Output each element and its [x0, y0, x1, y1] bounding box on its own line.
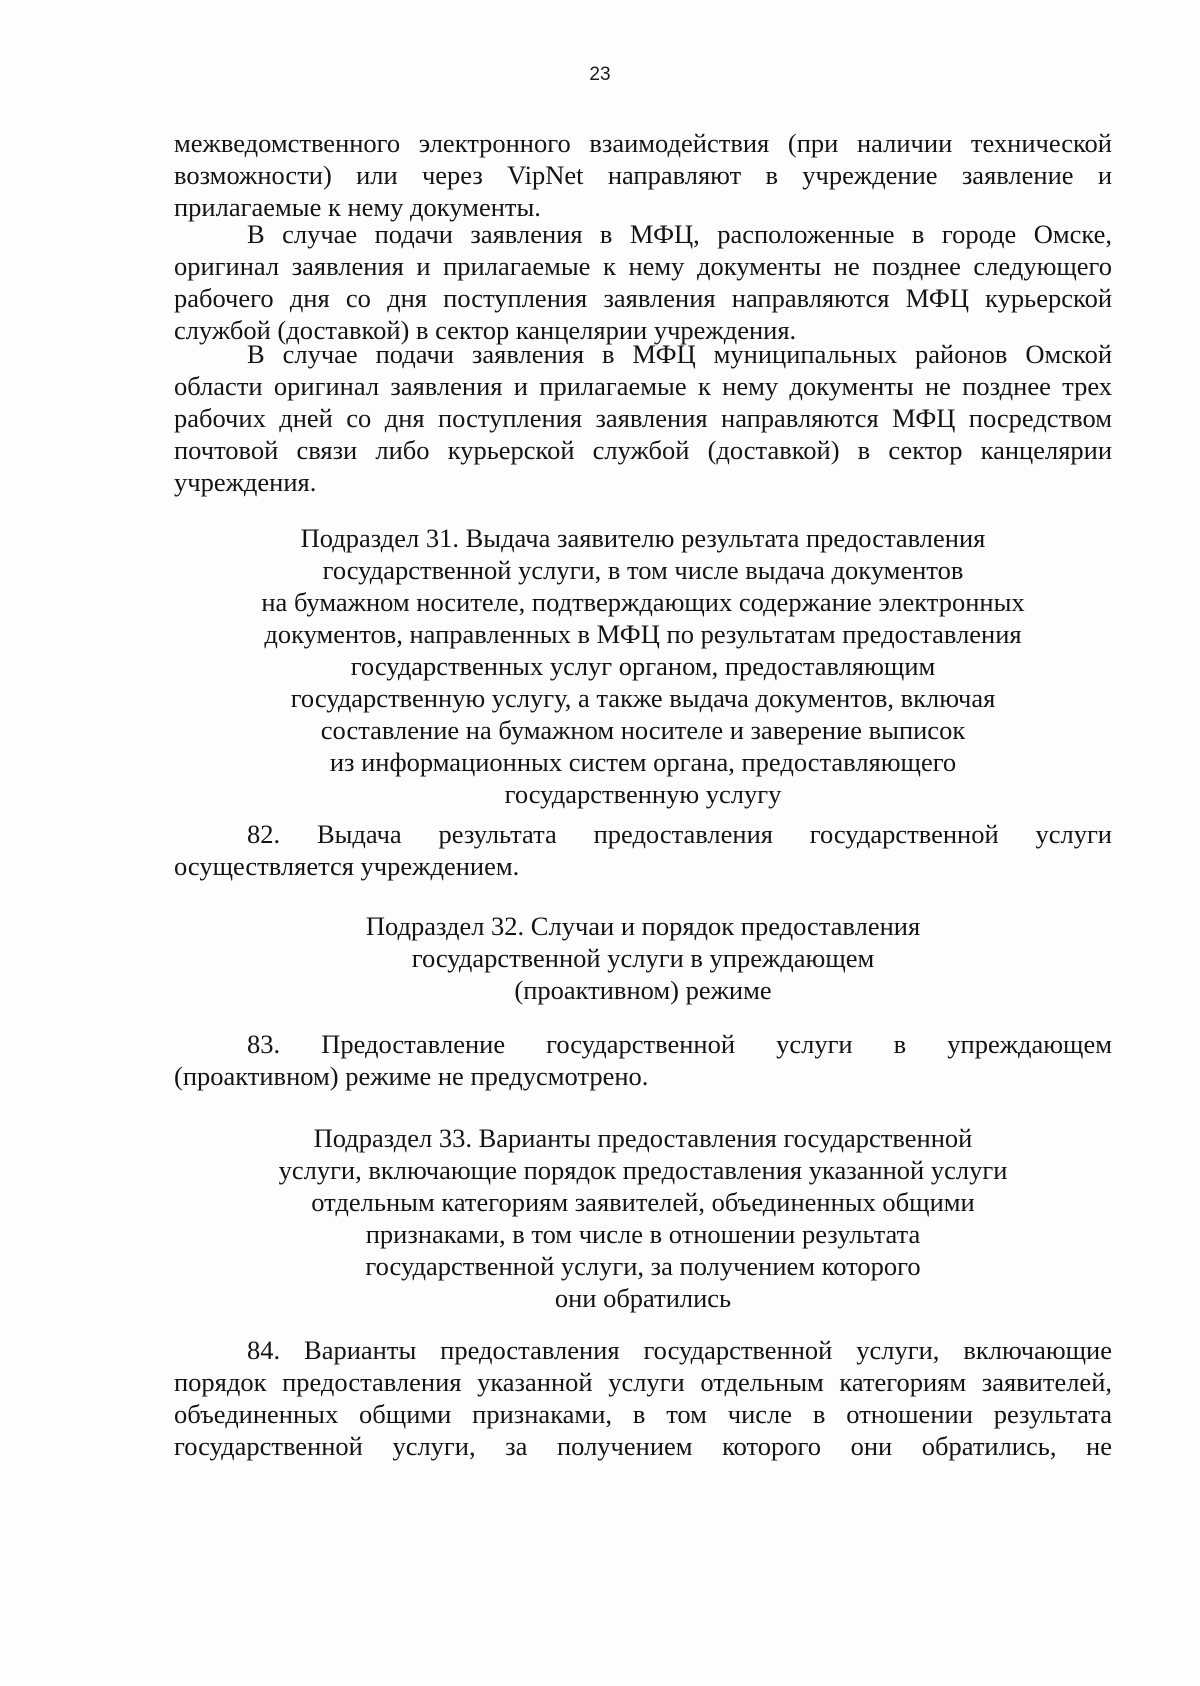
text-line: 83. Предоставление государственной услуги в упреждающем — [247, 1029, 1112, 1059]
text-line: учреждения. — [174, 467, 317, 497]
heading-line: (проактивном) режиме — [514, 975, 772, 1005]
heading-line: признаками, в том числе в отношении результата — [365, 1219, 921, 1249]
section-31-heading — [174, 522, 1112, 810]
text-line: прилагаемые к нему документы. — [174, 192, 541, 222]
text-line: рабочих дней со дня поступления заявления направляются МФЦ посредством — [174, 403, 1112, 433]
text-line: 82. Выдача результата предоставления государственной услуги — [247, 819, 1112, 849]
heading-line: государственных услуг органом, предоставляющим — [350, 651, 936, 681]
text-line: 84. Варианты предоставления государственной услуги, включающие — [247, 1335, 1112, 1365]
item-83 — [174, 1028, 1112, 1092]
text-line: межведомственного электронного взаимодействия (при наличии технической — [174, 128, 1112, 158]
heading-line: государственной услуги, за получением которого — [365, 1251, 921, 1281]
heading-line: Подраздел 33. Варианты предоставления государственной — [313, 1123, 973, 1153]
heading-line: государственной услуги, в том числе выдача документов — [322, 555, 964, 585]
text-line: службой (доставкой) в сектор канцелярии учреждения. — [174, 315, 797, 345]
heading-line: составление на бумажном носителе и заверение выписок — [320, 715, 966, 745]
heading-line: на бумажном носителе, подтверждающих содержание электронных — [261, 587, 1025, 617]
heading-line: из информационных систем органа, предоставляющего — [329, 747, 957, 777]
heading-line: государственную услугу, а также выдача документов, включая — [290, 683, 996, 713]
text-line: государственной услуги, за получением которого они обратились, не — [174, 1431, 1112, 1461]
section-32-heading — [174, 910, 1112, 1006]
heading-line: Подраздел 31. Выдача заявителю результата предоставления — [300, 523, 986, 553]
paragraph-mfc-omsk-city — [174, 218, 1112, 346]
text-line: почтовой связи либо курьерской службой (доставкой) в сектор канцелярии — [174, 435, 1112, 465]
heading-line: Подраздел 32. Случаи и порядок предоставления — [365, 911, 921, 941]
heading-line: государственную услугу — [504, 779, 782, 809]
heading-line: отдельным категориям заявителей, объединенных общими — [311, 1187, 975, 1217]
paragraph-continuation — [174, 127, 1112, 223]
item-82 — [174, 818, 1112, 882]
text-line: В случае подачи заявления в МФЦ, расположенные в городе Омске, — [247, 219, 1112, 249]
heading-line: они обратились — [554, 1283, 732, 1313]
section-33-heading — [174, 1122, 1112, 1314]
text-line: объединенных общими признаками, в том числе в отношении результата — [174, 1399, 1112, 1429]
text-line: оригинал заявления и прилагаемые к нему документы не позднее следующего — [174, 251, 1112, 281]
text-line: осуществляется учреждением. — [174, 851, 520, 881]
text-line: (проактивном) режиме не предусмотрено. — [174, 1061, 649, 1091]
text-line: рабочего дня со дня поступления заявления направляются МФЦ курьерской — [174, 283, 1112, 313]
text-line: области оригинал заявления и прилагаемые к нему документы не позднее трех — [174, 371, 1112, 401]
text-line: В случае подачи заявления в МФЦ муниципальных районов Омской — [247, 339, 1112, 369]
heading-line: услуги, включающие порядок предоставления указанной услуги — [278, 1155, 1008, 1185]
text-line: возможности) или через VipNet направляют в учреждение заявление и — [174, 160, 1112, 190]
heading-line: государственной услуги в упреждающем — [411, 943, 875, 973]
page-number: 23 — [589, 64, 611, 85]
heading-line: документов, направленных в МФЦ по результатам предоставления — [264, 619, 1022, 649]
text-line: порядок предоставления указанной услуги отдельным категориям заявителей, — [174, 1367, 1112, 1397]
item-84 — [174, 1334, 1112, 1462]
paragraph-mfc-omsk-region — [174, 338, 1112, 498]
